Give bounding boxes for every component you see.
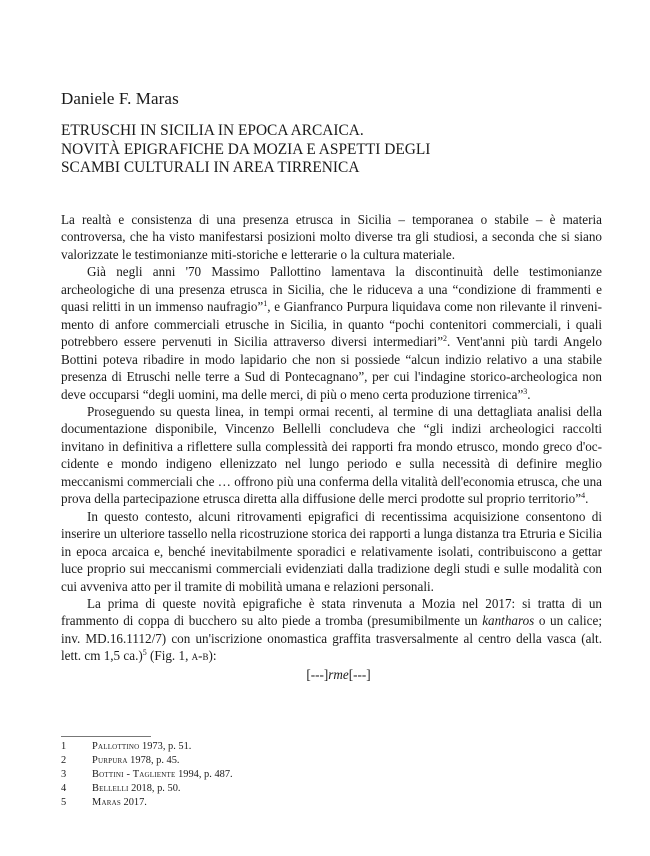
inscription-bracket: [---] <box>348 666 371 682</box>
footnote-author: Purpura <box>92 755 128 766</box>
footnote-citation: 1994, p. 487. <box>175 769 233 780</box>
footnote-citation: 2017. <box>120 797 147 808</box>
footnote <box>61 768 233 782</box>
footnote-author: Maras <box>92 797 121 808</box>
paragraph-text: o un calice; inv. MD.16.1112/7) con un'iscrizione onomastica graffita trasversalmente al centro della vasca (alt. lett. cm 1,5 ca.) <box>61 613 602 664</box>
footnote-citation: 1978, p. 45. <box>127 755 180 766</box>
inscription-text <box>61 666 602 683</box>
footnote-author: Pallottino <box>92 741 140 752</box>
footnote-citation: 1973, p. 51. <box>139 741 192 752</box>
footnote-text <box>92 740 191 754</box>
paragraph-text: Già negli anni '70 Massimo Pallottino lamentava la discontinuità delle testimonianze archeologiche di una presenza etrusca in Sicilia, che le riduceva a una “condizione di frammenti e quasi relitti in un immenso naufragio” <box>61 264 602 315</box>
footnote-number: 1 <box>61 741 67 752</box>
inscription-bracket: [---] <box>306 666 329 682</box>
paragraph-text: , e Gianfranco Purpura liquidava come non rilevante il rinvenimento di anfore commerciali etrusche in Sicilia, in quanto “pochi contenitori commerciali, i quali potrebbero essere pervenuti in Sicilia attraverso diversi intermediari” <box>61 299 602 350</box>
footnote-number: 5 <box>61 797 67 808</box>
footnote <box>61 796 233 810</box>
footnote-ref[interactable]: 5 <box>142 648 147 658</box>
paragraph-text: La prima di queste novità epigrafiche è stata rinvenuta a Mozia nel 2017: si tratta di un frammento di coppa di bucchero su alto piede a tromba (presumibilmente un <box>61 595 602 629</box>
inscription-letters: rme <box>328 666 349 682</box>
paragraph-text: . <box>527 386 531 402</box>
footnote-author: Bottini - Tagliente <box>92 769 176 780</box>
paragraph-text: Proseguendo su questa linea, in tempi ormai recenti, al termine di una dettagliata analisi della documentazione disponibile, Vincenzo Bellelli concludeva che “gli indizi archeologici raccolti invitano in definitiva a riflettere sulla complessità dei rapporti fra mondo etrusco, mondo greco d'occidente e mondo indigeno ellenizzato nel lungo periodo e sulla necessità di definire meglio meccanismi commerciali che … offrono più una conferma della vitalità dell'economia etrusca, che una prova della partecipazione etrusca diretta alla diffusione delle merci prodotte sul proprio territorio” <box>61 403 602 507</box>
footnote-citation: 2018, p. 50. <box>128 783 181 794</box>
footnote-number: 2 <box>61 755 67 766</box>
article-title <box>61 122 601 178</box>
footnote-author: Bellelli <box>92 783 129 794</box>
footnote-text <box>92 754 180 768</box>
footnote-text <box>92 768 233 782</box>
footnote-text <box>92 796 147 810</box>
paragraph: La realtà e consistenza di una presenza etrusca in Sicilia – temporanea o stabile – è materia controversa, che ha visto manifestarsi posizioni molto diverse tra gli studiosi, a seconda che si siano valorizzate le testimonianze miti-storiche e letterarie o la cultura materiale. <box>61 212 602 262</box>
footnote-ref[interactable]: 1 <box>263 299 268 309</box>
title-line: NOVITÀ EPIGRAFICHE DA MOZIA E ASPETTI DEGLI <box>61 140 431 158</box>
footnote <box>61 740 233 754</box>
paragraph: In questo contesto, alcuni ritrovamenti epigrafici di recentissima acquisizione consentono di inserire un ulteriore tassello nella ricostruzione storica dei rapporti a lunga distanza tra Etruria e Sicilia in epoca arcaica e, benché inevitabilmente sporadici e relativamente isolati, contribuiscono a gettar luce proprio sui meccanismi commerciali evidenziati dalla tradizione degli studi e sulle modalità con cui avveniva atto per il tramite di mobilità umana e relazioni personali. <box>61 508 602 594</box>
footnote-separator <box>61 736 151 737</box>
author-name: Daniele F. Maras <box>61 89 179 108</box>
paragraph-text: (Fig. 1, <box>146 648 192 664</box>
paragraph <box>61 595 602 665</box>
footnote-ref[interactable]: 4 <box>581 491 586 501</box>
figure-ref[interactable]: a-b <box>191 648 209 664</box>
footnote-number: 4 <box>61 783 67 794</box>
title-line: ETRUSCHI IN SICILIA IN EPOCA ARCAICA. <box>61 122 364 139</box>
footnote <box>61 754 233 768</box>
footnote-text <box>92 782 180 796</box>
paragraph <box>61 403 602 508</box>
footnotes <box>61 740 233 810</box>
article-body <box>61 211 602 683</box>
title-line: SCAMBI CULTURALI IN AREA TIRRENICA <box>61 159 360 176</box>
footnote-ref[interactable]: 3 <box>523 386 528 396</box>
paragraph-text: . <box>585 491 589 507</box>
italic-term: kantharos <box>482 613 535 629</box>
footnote <box>61 782 233 796</box>
paragraph <box>61 263 602 403</box>
footnote-number: 3 <box>61 769 67 780</box>
footnote-ref[interactable]: 2 <box>443 334 448 344</box>
paragraph-text: . Vent'anni più tardi Angelo Bottini poteva ribadire in modo lapidario che non si possiede “alcun indizio relativo a una stabile presenza di Etruschi nelle terre a Sud di Pontecagnano”, per cui l'indagine storico-archeologica non deve occuparsi “degli uomini, ma delle merci, di più o meno certa produzione tirrenica” <box>61 334 602 402</box>
paragraph-text: ): <box>208 648 217 664</box>
